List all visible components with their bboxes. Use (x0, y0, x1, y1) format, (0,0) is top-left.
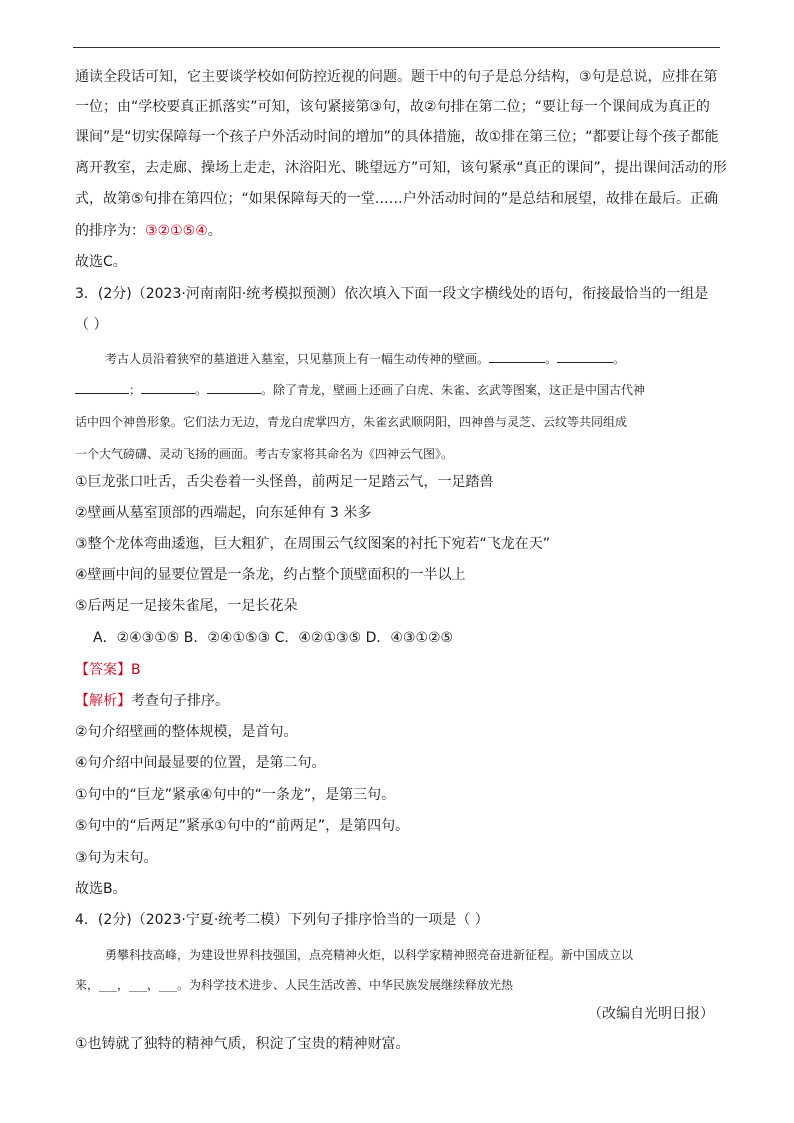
analysis-point-1: ②句介绍壁画的整体规模，是首句。 (75, 724, 298, 740)
passage-4-line-2: 来，___，___，___。为科学技术进步、人民生活改善、中华民族发展继续释放光热 (75, 978, 514, 992)
question-4-option-1: ①也铸就了独特的精神气质，积淀了宝贵的精神财富。 (75, 1036, 410, 1052)
blank-1 (489, 350, 545, 363)
passage-4-line-1: 勇攀科技高峰，为建设世界科技强国，点亮精神火炬，以科学家精神照亮奋进新征程。新中国成立以 (105, 948, 634, 962)
analysis-heading: 【解析】考查句子排序。 (75, 693, 229, 709)
question-3-bracket: （ ） (75, 317, 108, 333)
source-note: （改编自光明日报） (588, 1006, 714, 1022)
option-sentence-3: ③整个龙体弯曲逶迤，巨大粗犷，在周围云气纹图案的衬托下宛若“飞龙在天” (75, 536, 551, 552)
option-sentence-5: ⑤后两足一足接朱雀尾，一足长花朵 (75, 598, 298, 614)
choice-statement-q3: 故选B。 (75, 881, 127, 897)
analysis-line-2: 一位；由“学校要真正抓落实”可知，该句紧接第③句，故②句排在第二位；“要让每一个课间成为真正的 (75, 99, 710, 115)
answer-choices: A．②④③①⑤ B．②④①⑤③ C．④②①③⑤ D．④③①②⑤ (93, 630, 454, 646)
passage-3-line-2: ； 。 。除了青龙，壁画上还画了白虎、朱雀、玄武等图案，这正是中国古代神 (75, 381, 645, 399)
option-sentence-4: ④壁画中间的显要位置是一条龙，约占整个顶壁面积的一半以上 (75, 567, 466, 583)
analysis-point-5: ③句为末句。 (75, 850, 158, 866)
answer-label: 【答案】B (75, 662, 141, 678)
order-label: 的排序为： (75, 223, 145, 239)
question-4-stem: 4．(2分)（2023·宁夏·统考二模）下列句子排序恰当的一项是（ ） (75, 912, 489, 928)
question-3-stem: 3．(2分)（2023·河南南阳·统考模拟预测）依次填入下面一段文字横线处的语句，衔接最恰当的一组是 (75, 286, 709, 302)
option-sentence-1: ①巨龙张口吐舌，舌尖卷着一头怪兽，前两足一足踏云气，一足踏兽 (75, 474, 494, 490)
blank-2 (557, 350, 613, 363)
blank-4 (141, 381, 195, 394)
analysis-line-6 (75, 222, 222, 240)
passage-3-line-1: 考古人员沿着狭窄的墓道进入墓室，只见墓顶上有一幅生动传神的壁画。 。 。 (105, 352, 626, 366)
analysis-point-3: ①句中的“巨龙”紧承④句中的“一条龙”，是第三句。 (75, 787, 396, 803)
header-rule (73, 47, 720, 48)
analysis-line-1: 通读全段话可知，它主要谈学校如何防控近视的问题。题干中的句子是总分结构，③句是总说，应排在第 (75, 69, 718, 85)
analysis-line-4: 离开教室，去走廊、操场上走走，沐浴阳光、眺望远方”可知，该句紧承“真正的课间”，提出课间活动的形 (75, 160, 727, 176)
passage-3-line-3: 话中四个神兽形象。它们法力无边，青龙白虎掌四方，朱雀玄武顺阴阳，四神兽与灵芝、云纹等共同组成 (75, 415, 628, 429)
blank-3 (75, 381, 129, 394)
analysis-point-4: ⑤句中的“后两足”紧承①句中的“前两足”，是第四句。 (75, 818, 410, 834)
passage-3-line-4: 一个大气磅礴、灵动飞扬的画面。考古专家将其命名为《四神云气图》。 (75, 447, 454, 461)
analysis-line-3: 课间”是“切实保障每一个孩子户外活动时间的增加”的具体措施，故①排在第三位；“都要让每个孩子都能 (75, 129, 719, 145)
analysis-line-5: 式，故第⑤句排在第四位；“如果保障每天的一堂……户外活动时间的”是总结和展望，故排在最后。正确 (75, 191, 719, 207)
option-sentence-2: ②壁画从墓室顶部的西端起，向东延伸有 3 米多 (75, 505, 372, 521)
blank-5 (207, 381, 261, 394)
order-sequence: ③②①⑤④ (145, 223, 208, 239)
order-period: 。 (207, 223, 222, 239)
choice-statement-q2: 故选C。 (75, 254, 127, 270)
analysis-point-2: ④句介绍中间最显要的位置，是第二句。 (75, 755, 326, 771)
